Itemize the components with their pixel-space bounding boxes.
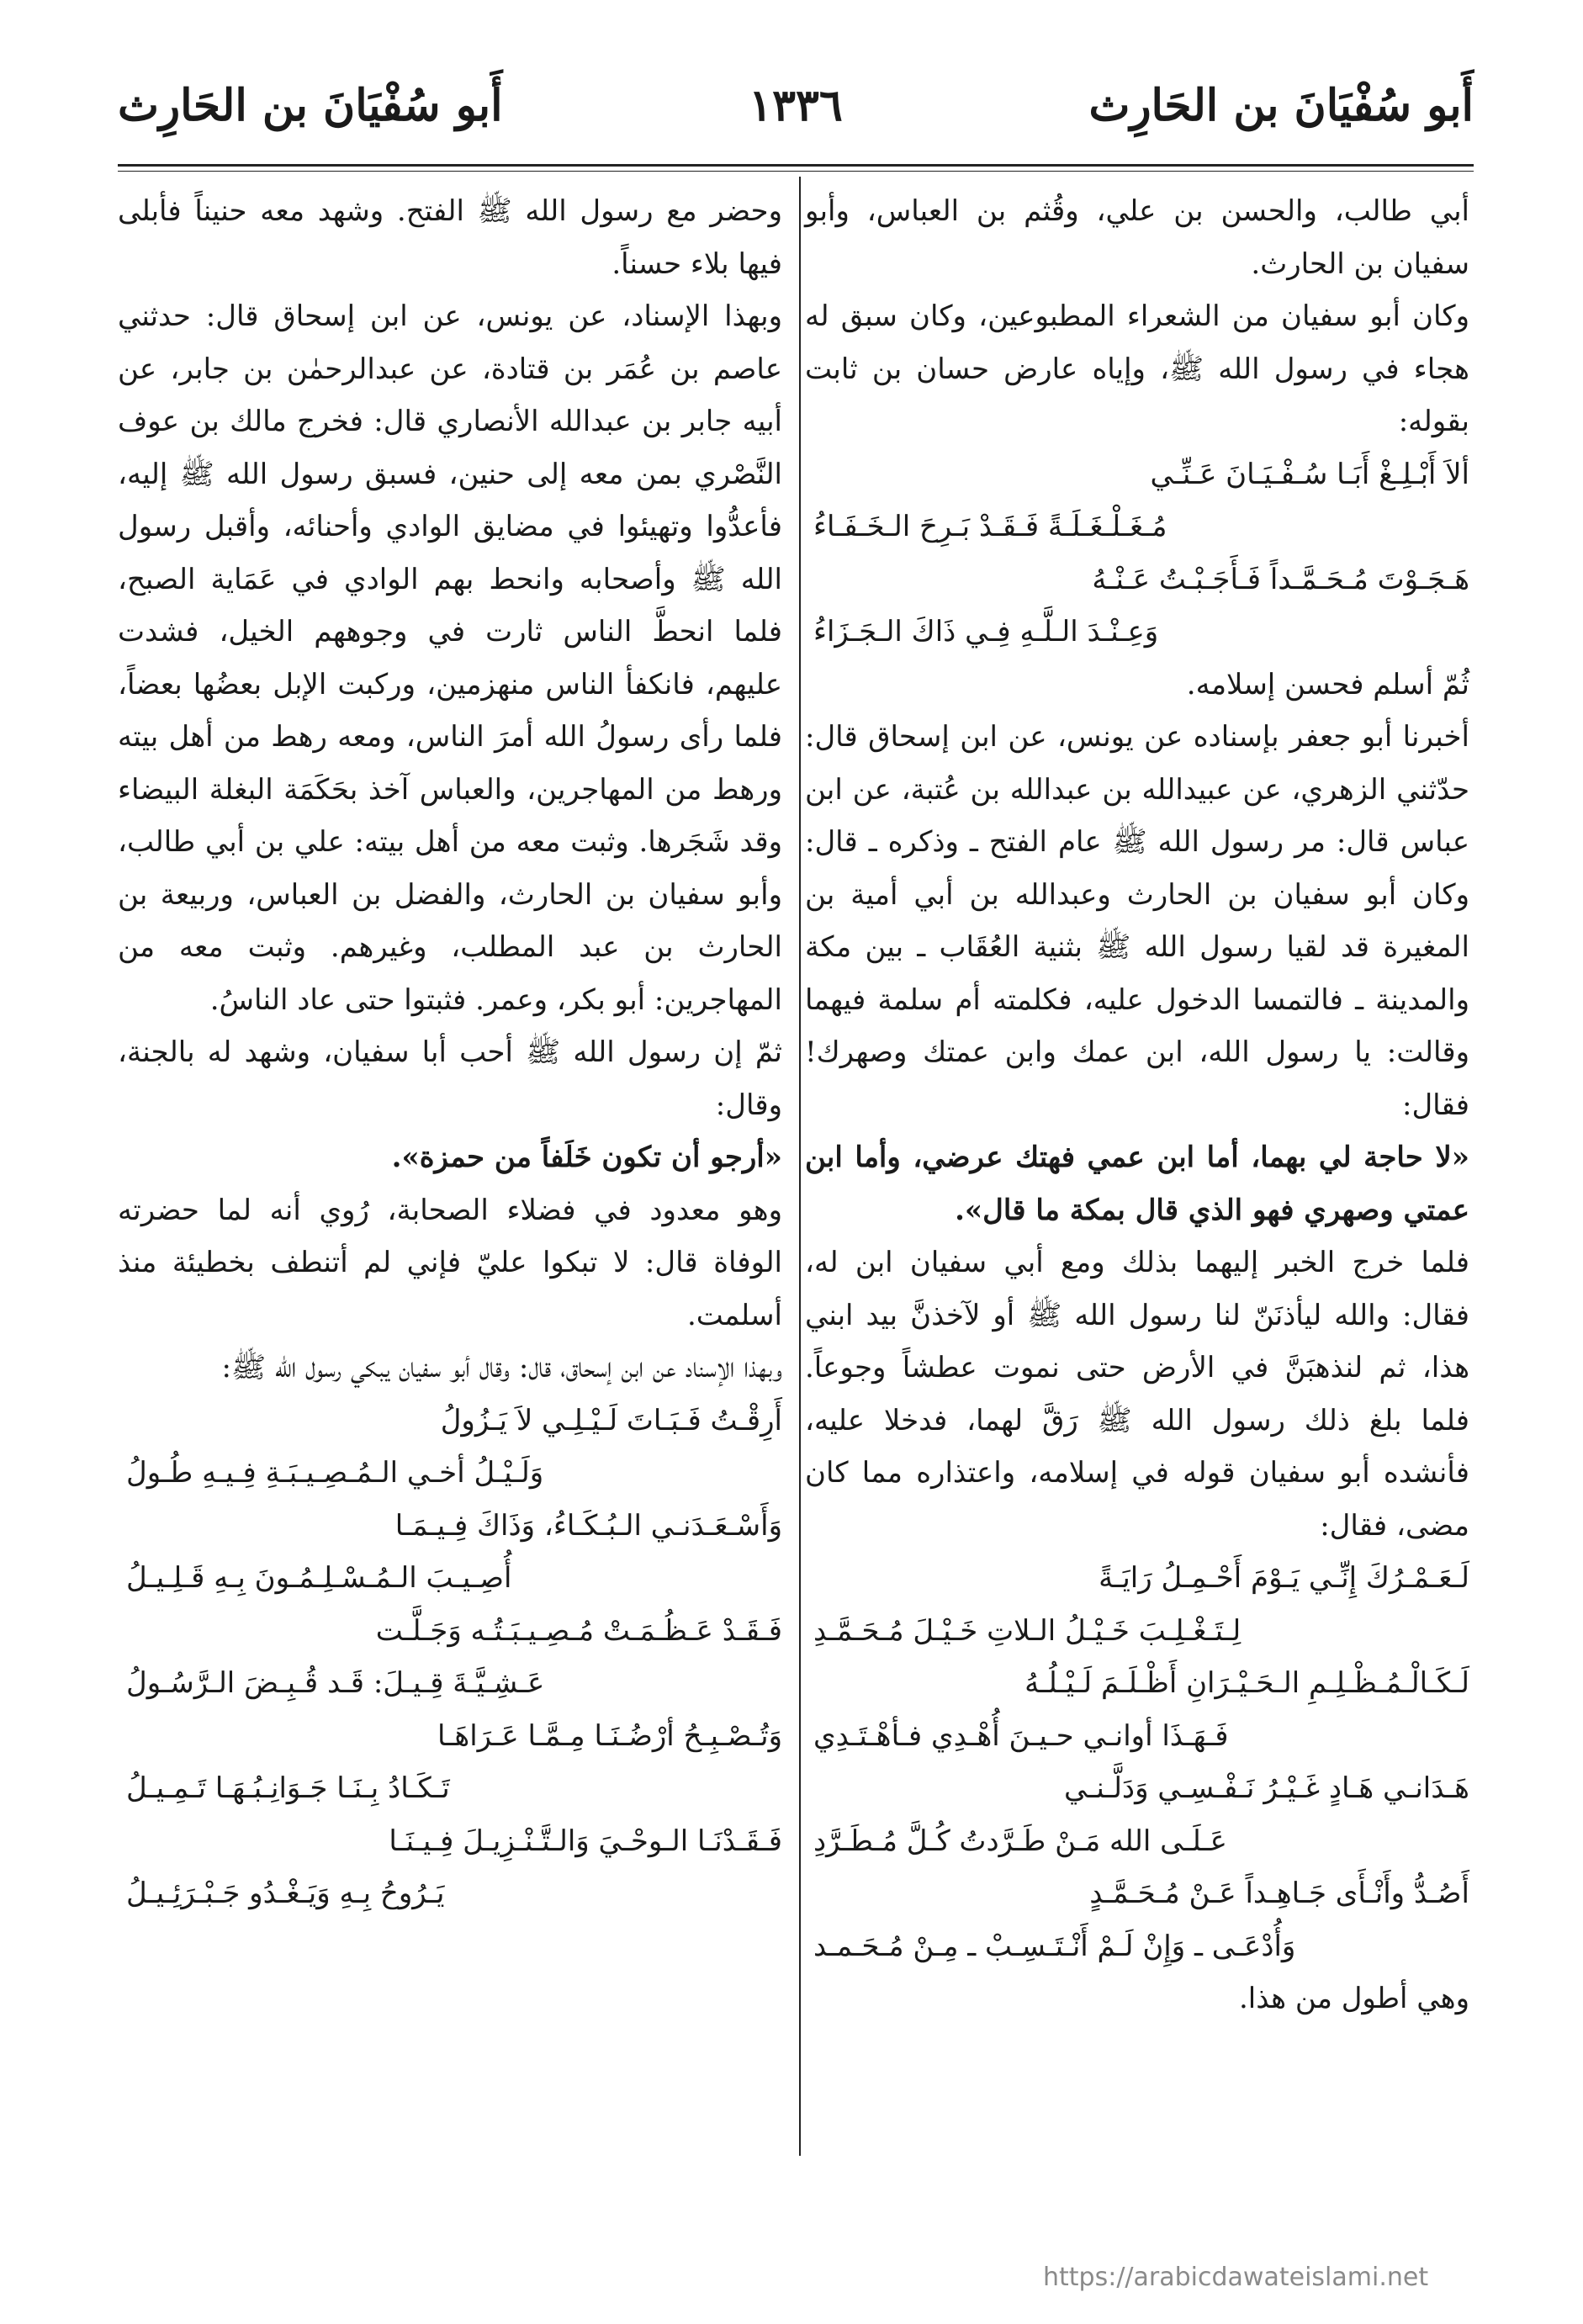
- running-title-left: أَبو سُفْيَانَ بن الحَارِث: [118, 80, 503, 131]
- poem-hemistich: أُصِـيـبَ الـمُـسْـلِـمُـونَ بِـهِ قَـلِـيـلُ: [126, 1561, 512, 1595]
- poem-hemistich: ألاَ أَبْـلِـغْ أَبَـا سُـفْـيَـانَ عَـنِّـي: [1150, 457, 1469, 491]
- poem-hemistich: عَـلَـى الله مَـنْ طَـرَّدتُ كُـلَّ مُـطَـرَّدِ: [813, 1824, 1227, 1858]
- paragraph: وهي أطول من هذا.: [1238, 1982, 1469, 2015]
- paragraph: ثمّ إن رسول الله ﷺ أحب أبا سفيان، وشهد له بالجنة، وقال:: [118, 1035, 782, 1122]
- poem-hemistich: وَلَـيْـلُ أخـي الـمُـصِـيـبَـةِ فِـيـهِ طُـولُ: [126, 1456, 544, 1490]
- running-title-right: أَبو سُفْيَانَ بن الحَارِث: [1088, 80, 1474, 131]
- column-divider: [799, 177, 801, 2156]
- paragraph: وهو معدود في فضلاء الصحابة، رُوي أنه لما حضرته الوفاة قال: لا تبكوا عليّ فإني لم أتنطف بخطيئة منذ أسلمت.: [118, 1193, 783, 1332]
- paragraph: ثُمّ أسلم فحسن إسلامه.: [1186, 667, 1469, 701]
- poem-hemistich: وَأَسْـعَـدَنـي الـبُـكَـاءُ، وَذَاكَ فِـيـمَـا: [394, 1508, 782, 1543]
- poem-hemistich: يَـرُوحُ بِـهِ وَيَـغْـدُو جَـبْـرَئِـيـلُ: [126, 1877, 445, 1910]
- poem-hemistich: فَـقَـدْنَـا الـوحْـيَ وَالـتَّـنْـزِيـلَ فِـيـنَـا: [389, 1824, 782, 1858]
- paragraph: أخبرنا أبو جعفر بإسناده عن يونس، عن ابن إسحاق قال: حدّثني الزهري، عن عبيدالله بن عبدالله بن عُتبة، عن ابن عباس قال: مر رسول الله ﷺ عام الفتح ـ وذكره ـ قال: وكان أبو سفيان بن الحارث وعبدالله بن أبي أمية بن المغيرة قد لقيا رسول الله ﷺ بثنية العُقَاب ـ بين مكة والمدينة ـ فالتمسا الدخول عليه، فكلمته أم سلمة فيهما وقالت: يا رسول الله، ابن عمك وابن عمتك وصهرك! فقال:: [805, 720, 1469, 1122]
- header-rule-thick: [118, 164, 1474, 167]
- poem-hemistich: تَـكَـادُ بِـنَـا جَـوَانِـبُـهَـا تَـمِـيـلُ: [126, 1771, 450, 1805]
- poem-hemistich: عَـشِـيَّـةَ قِـيـلَ: قَـد قُـبِـضَ الـرَّسُـولُ: [126, 1666, 545, 1700]
- poem-hemistich: أَرِقْـتُ فَـبَـاتَ لَـيْـلِـي لاَ يَـزُولُ: [440, 1403, 782, 1437]
- poem-hemistich: لِـتَـغْـلِـبَ خَـيْـلُ الـلاتِ خَـيْـلَ مُـحَـمَّـدِ: [813, 1613, 1242, 1648]
- paragraph: وبهذا الإسناد، عن يونس، عن ابن إسحاق قال: حدثني عاصم بن عُمَر بن قتادة، عن عبدالرحمٰن بن جابر، عن أبيه جابر بن عبدالله الأنصاري قال: فخرج مالك بن عوف النَّصْري بمن معه إلى حنين، فسبق رسول الله ﷺ إليه، فأعدُّوا وتهيئوا في مضايق الوادي وأحنائه، وأقبل رسول الله ﷺ وأصحابه وانحط بهم الوادي في عَمَاية الصبح، فلما انحطَّ الناس ثارت في وجوههم الخيل، فشدت عليهم، فانكفأ الناس منهزمين، وركبت الإبل بعضُها بعضاً، فلما رأى رسولُ الله أمرَ الناس، ومعه رهط من أهل بيته ورهط من المهاجرين، والعباس آخذ بحَكَمَة البغلة البيضاء وقد شَجَرها. وثبت معه من أهل بيته: علي بن أبي طالب، وأبو سفيان بن الحارث، والفضل بن العباس، وربيعة بن الحارث بن عبد المطلب، وغيرهم. وثبت معه من المهاجرين: أبو بكر، وعمر. فثبتوا حتى عاد الناسُ.: [118, 299, 782, 1017]
- header-rule-thin: [118, 171, 1474, 172]
- watermark-url: https://arabicdawateislami.net: [1043, 2263, 1429, 2292]
- paragraph: وبهذا الإسناد عن ابن إسحاق، قال: وقال أبو سفيان يبكي رسول الله ﷺ:: [221, 1351, 782, 1384]
- poem-hemistich: وَعِـنْـدَ الـلَّـهِ فِـي ذَاكَ الـجَـزَاءُ: [813, 615, 1159, 648]
- paragraph: فلما خرج الخبر إليهما بذلك ومع أبي سفيان ابن له، فقال: والله ليأذنَنّ لنا رسول الله ﷺ أو لآخذنَّ بيد ابني هذا، ثم لنذهبَنَّ في الأرض حتى نموت عطشاً وجوعاً. فلما بلغ ذلك رسول الله ﷺ رَقَّ لهما، فدخلا عليه، فأنشده أبو سفيان قوله في إسلامه، واعتذاره مما كان مضى، فقال:: [805, 1246, 1469, 1543]
- hadith-quote: «أرجو أن تكون خَلَفاً من حمزة».: [391, 1141, 782, 1174]
- poem-hemistich: لَـكَـالْـمُـظْـلِـمِ الـحَـيْـرَانِ أَظْـلَـمَ لَـيْـلُـهُ: [1024, 1666, 1469, 1700]
- poem-hemistich: فَـقَـدْ عَـظُـمَـتْ مُـصِـيـبَـتُـه وَجَـلَّـت: [375, 1613, 782, 1648]
- poem-hemistich: فَـهَـذَا أوانـي حـيـنَ أُهْـدِي فـأهْـتَـدِي: [813, 1718, 1229, 1753]
- paragraph: وحضر مع رسول الله ﷺ الفتح. وشهد معه حنيناً فأبلى فيها بلاء حسناً.: [118, 194, 782, 281]
- paragraph: وكان أبو سفيان من الشعراء المطبوعين، وكان سبق له هجاء في رسول الله ﷺ، وإياه عارض حسان بن ثابت بقوله:: [805, 299, 1469, 438]
- poem-hemistich: مُـغَـلْـغَـلَـةً فَـقَـدْ بَـرِحَ الـخَـفَـاءُ: [813, 510, 1167, 543]
- page-number: ١٣٣٦: [749, 80, 843, 131]
- poem-hemistich: لَـعَـمْـرُكَ إِنِّـي يَـوْمَ أَحْـمِـلُ رَايَـةً: [1099, 1561, 1469, 1595]
- poem-hemistich: وَتُـصْـبِـحُ أرْضُـنَـا مِـمَّـا عَـرَاهَـا: [437, 1718, 782, 1753]
- left-text-column: [118, 185, 782, 1920]
- poem-hemistich: أَصُـدُّ وأَنْـأَى جَـاهِـداً عَـنْ مُـحَـمَّـدٍ: [1089, 1877, 1469, 1910]
- right-text-column: [805, 185, 1469, 2025]
- paragraph: أبي طالب، والحسن بن علي، وقُثم بن العباس، وأبو سفيان بن الحارث.: [805, 194, 1469, 281]
- poem-hemistich: وَأُدْعَـى ـ وَإِنْ لَـمْ أَنْـتَـسِـبْ ـ مِـنْ مُـحَـمـد: [813, 1929, 1296, 1963]
- poem-hemistich: هَـجَـوْتَ مُـحَـمَّـداً فَـأَجَـبْـتُ عَـنْـهُ: [1092, 562, 1469, 596]
- page-header: [118, 80, 1474, 156]
- poem-hemistich: هَـدَانـي هَـادٍ غَـيْـرُ نَـفْـسِـي وَدَلَّـنـي: [1064, 1771, 1469, 1805]
- hadith-quote: «لا حاجة لي بهما، أما ابن عمي فهتك عرضي، وأما ابن عمتي وصهري فهو الذي قال بمكة ما قال».: [805, 1141, 1469, 1227]
